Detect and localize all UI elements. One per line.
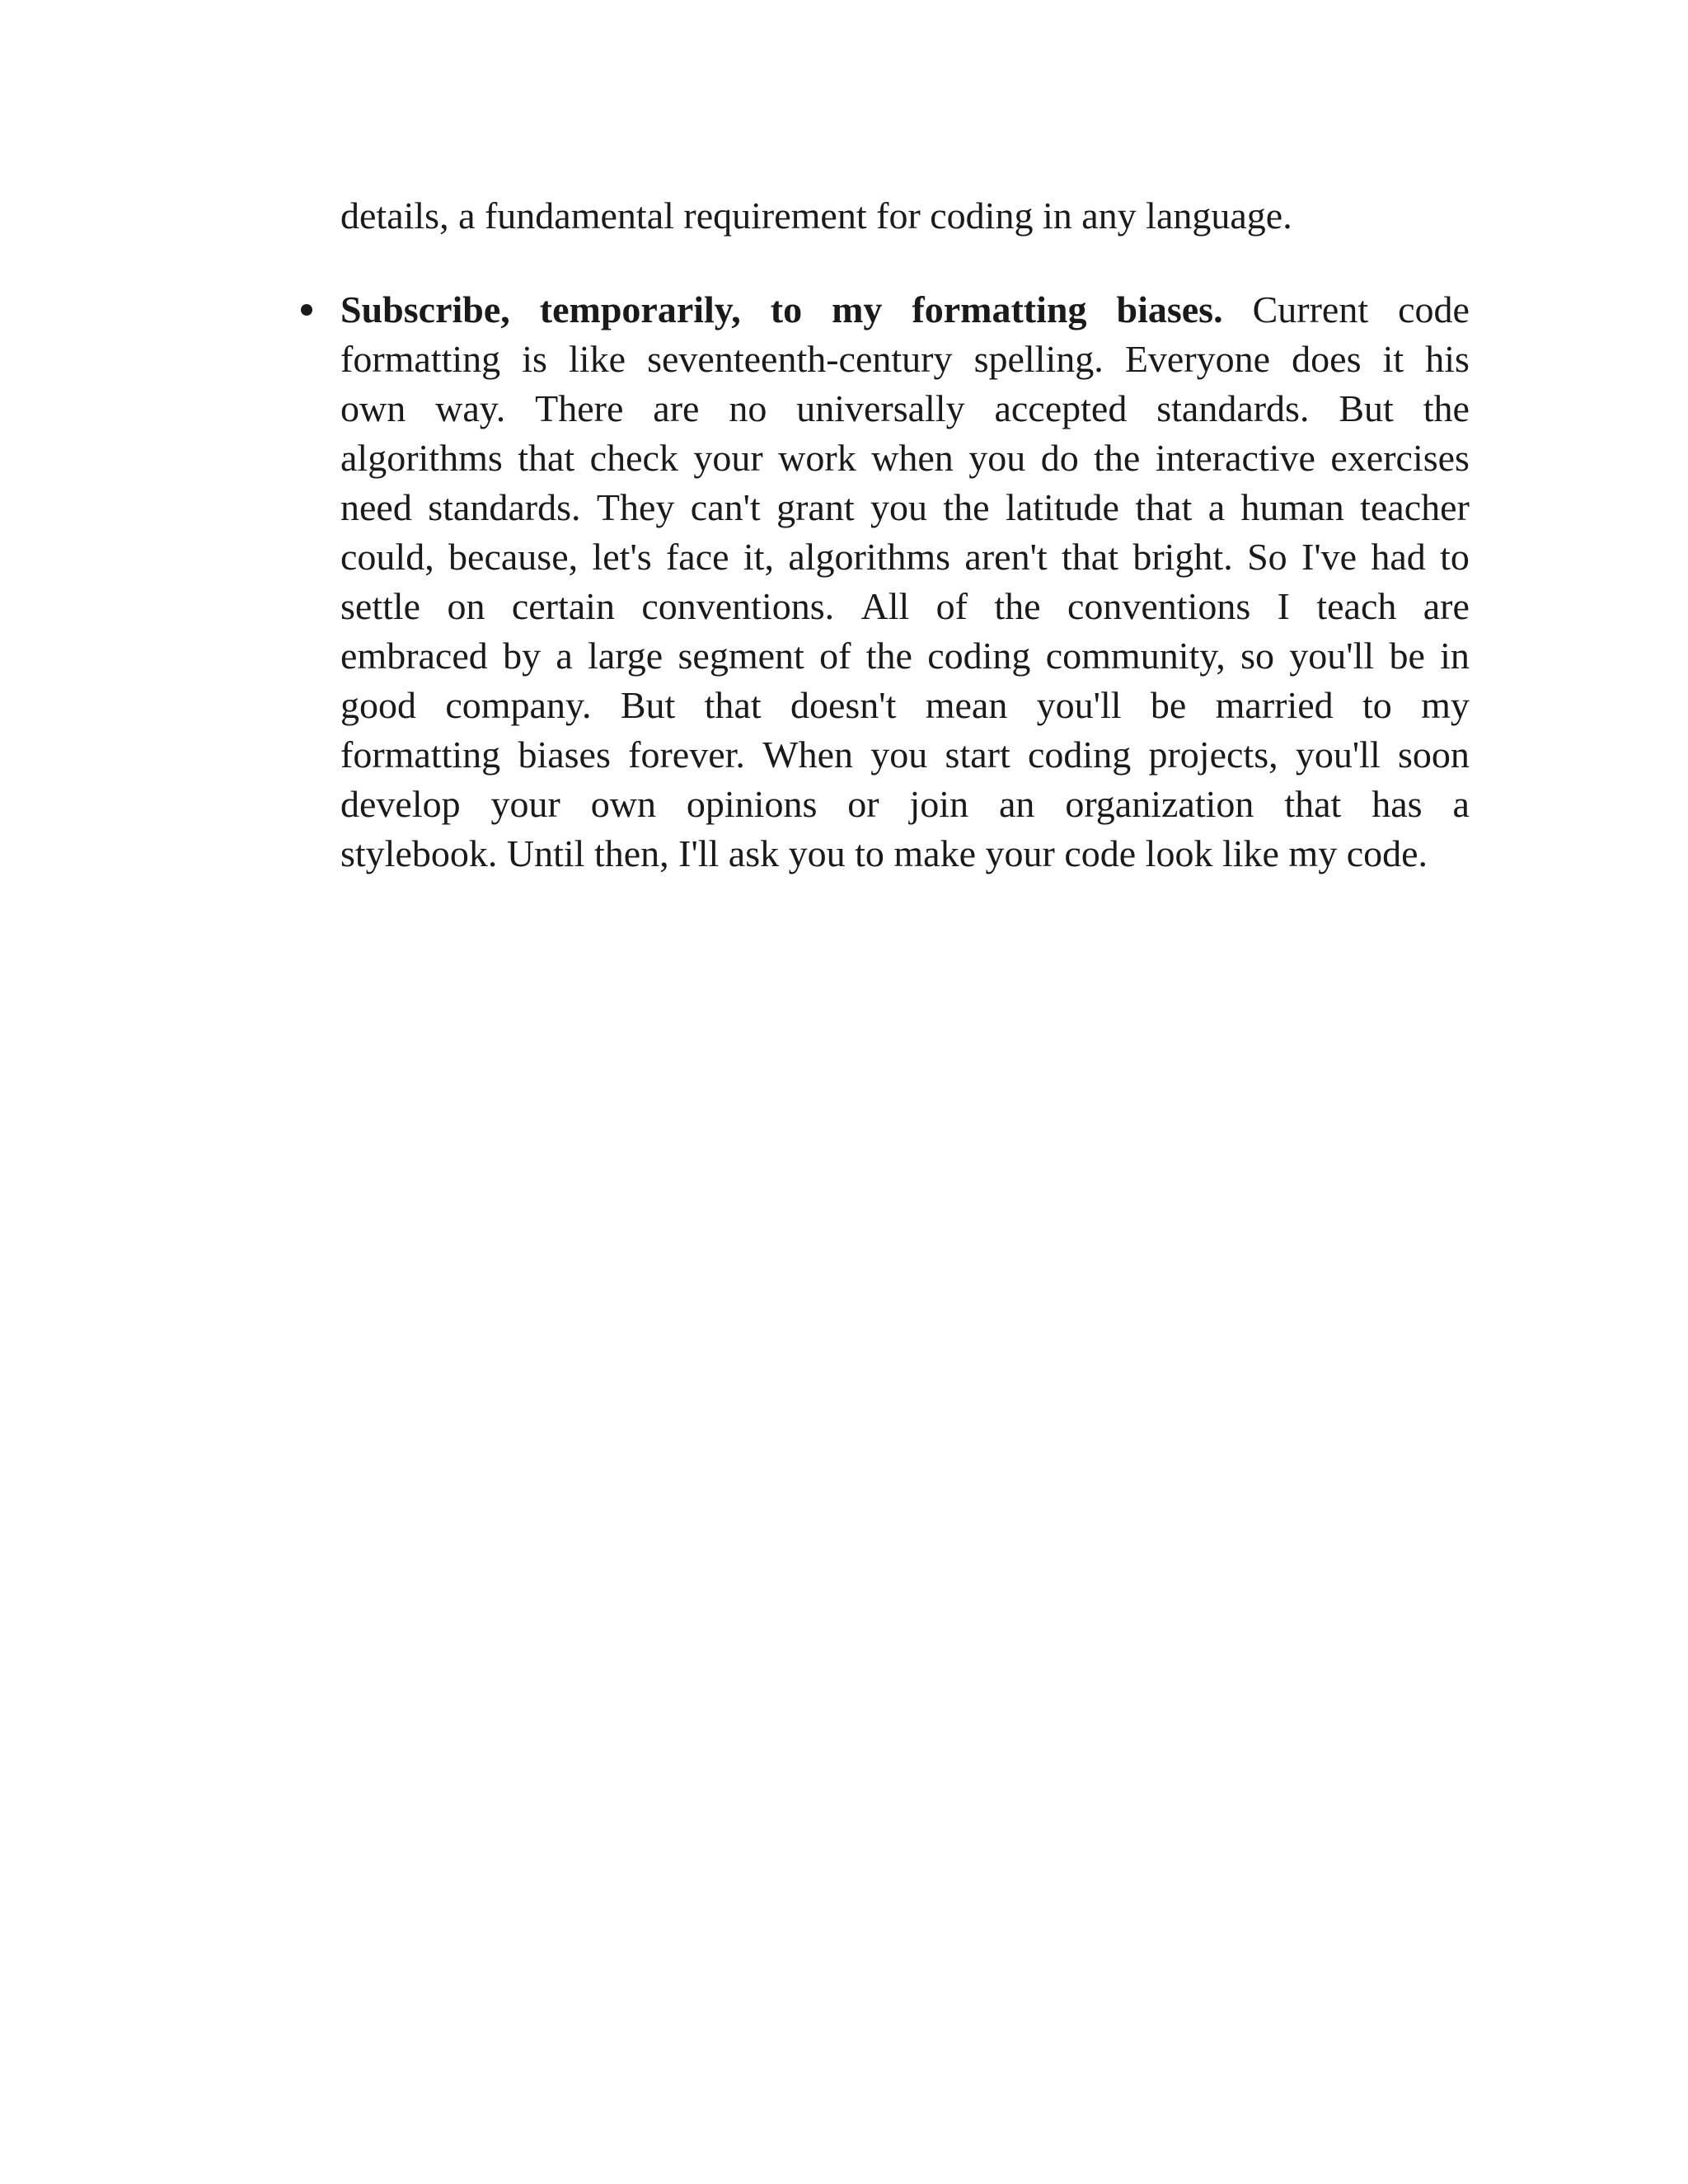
line-word: check [589, 437, 678, 479]
line-word: universally [796, 387, 965, 429]
line-word: the [943, 486, 990, 528]
line-word: the [865, 635, 912, 677]
bullet-text-line [340, 434, 1470, 483]
line-word: mean [925, 684, 1008, 726]
line-word: does [1292, 338, 1362, 380]
line-word: my [1421, 684, 1470, 726]
line-word: standards. [428, 486, 581, 528]
line-word: that [704, 684, 762, 726]
line-word: projects, [1148, 733, 1278, 776]
line-word: company. [445, 684, 592, 726]
line-word: spelling. [973, 338, 1104, 380]
bullet-text-line [340, 532, 1470, 582]
line-word: be [1389, 635, 1425, 677]
line-word: it, [743, 536, 774, 578]
line-word: grant [776, 486, 855, 528]
line-word: his [1425, 338, 1470, 380]
line-word: a [556, 635, 573, 677]
line-word: bright. [1132, 536, 1233, 578]
line-word: conventions. [641, 585, 835, 627]
line-word: the [1094, 437, 1141, 479]
justified-line-words [340, 434, 1470, 483]
line-word: that [1135, 486, 1193, 528]
line-word: accepted [994, 387, 1128, 429]
line-word: to [1362, 684, 1392, 726]
continuation-paragraph: details, a fundamental requirement for coding in any language. [340, 194, 1292, 237]
line-word: develop [340, 783, 461, 825]
justified-line-words [340, 780, 1470, 829]
line-word: you [870, 733, 928, 776]
bullet-text-line [340, 681, 1470, 730]
line-word: a [1452, 783, 1470, 825]
line-word: But [620, 684, 676, 726]
justified-line-words [340, 582, 1470, 631]
justified-line-words [340, 631, 1470, 681]
line-word: had [1371, 536, 1426, 578]
line-word: coding [1028, 733, 1132, 776]
line-word: biases [518, 733, 611, 776]
line-word: coding [927, 635, 1031, 677]
line-word: it [1382, 338, 1404, 380]
bullet-heading-word: biases. [1116, 288, 1223, 330]
line-word: When [762, 733, 854, 776]
line-word: human [1240, 486, 1344, 528]
line-word: you [870, 486, 927, 528]
line-word: can't [690, 486, 761, 528]
line-word: opinions [686, 783, 818, 825]
line-word: embraced [340, 635, 488, 677]
line-word: like [569, 338, 626, 380]
line-word: large [588, 635, 663, 677]
line-word: latitude [1005, 486, 1119, 528]
bullet-text-line [340, 335, 1470, 384]
line-word: the [994, 585, 1041, 627]
line-word: no [729, 387, 767, 429]
line-word: formatting [340, 733, 501, 776]
line-word: of [819, 635, 851, 677]
line-word: by [503, 635, 542, 677]
bullet-text-line [340, 730, 1470, 780]
line-word: because, [448, 536, 579, 578]
line-word: algorithms [340, 437, 503, 479]
line-word: good [340, 684, 416, 726]
line-word: teacher [1360, 486, 1470, 528]
bullet-text-line [340, 483, 1470, 532]
line-word: your [693, 437, 763, 479]
line-word: the [1423, 387, 1470, 429]
line-word: be [1150, 684, 1187, 726]
bullet-heading-word: temporarily, [539, 288, 741, 330]
bullet-text-line [340, 582, 1470, 631]
line-word: or [847, 783, 879, 825]
line-word: They [596, 486, 675, 528]
justified-line-words [340, 532, 1470, 582]
line-word: that [1284, 783, 1342, 825]
line-word: seventeenth-century [647, 338, 953, 380]
line-word: aren't [964, 536, 1048, 578]
line-word: an [998, 783, 1035, 825]
line-word: start [945, 733, 1010, 776]
line-word: is [522, 338, 547, 380]
line-word: in [1440, 635, 1470, 677]
line-word: own [590, 783, 656, 825]
bullet-heading-word: my [832, 288, 883, 330]
line-word: way. [435, 387, 506, 429]
line-word: soon [1398, 733, 1470, 776]
bullet-heading-word: formatting [912, 288, 1087, 330]
line-word: a [1207, 486, 1226, 528]
line-word: when [871, 437, 954, 479]
line-word: But [1339, 387, 1394, 429]
bullet-text-line [340, 384, 1470, 434]
bullet-last-line: stylebook. Until then, I'll ask you to make your code look like my code. [340, 832, 1428, 874]
justified-line-words [340, 730, 1470, 780]
line-word: So [1247, 536, 1287, 578]
line-word: are [1423, 585, 1470, 627]
line-word: married [1215, 684, 1334, 726]
line-word: formatting [340, 338, 501, 380]
bullet-text-line [340, 780, 1470, 829]
line-word: you'll [1295, 733, 1381, 776]
line-word: your [490, 783, 560, 825]
line-word: to [1440, 536, 1470, 578]
line-word: All [860, 585, 910, 627]
line-word: organization [1065, 783, 1254, 825]
line-word: I've [1301, 536, 1357, 578]
bullet-text-word: code [1398, 288, 1470, 330]
bullet-text-line [340, 631, 1470, 681]
bullet-first-line [340, 285, 1470, 335]
bullet-heading-word: Subscribe, [340, 288, 510, 330]
line-word: teach [1316, 585, 1397, 627]
justified-line-words [340, 384, 1470, 434]
line-word: settle [340, 585, 421, 627]
line-word: interactive [1155, 437, 1315, 479]
line-word: Everyone [1124, 338, 1271, 380]
line-word: There [535, 387, 624, 429]
line-word: exercises [1330, 437, 1470, 479]
line-word: you'll [1289, 635, 1375, 677]
line-word: you'll [1036, 684, 1122, 726]
line-word: are [653, 387, 700, 429]
line-word: segment [678, 635, 804, 677]
justified-line-words [340, 483, 1470, 532]
line-word: conventions [1067, 585, 1251, 627]
line-word: join [909, 783, 969, 825]
line-word: do [1040, 437, 1079, 479]
line-word: I [1277, 585, 1290, 627]
line-word: forever. [628, 733, 745, 776]
line-word: that [1062, 536, 1118, 578]
line-word: of [935, 585, 968, 627]
line-word: certain [511, 585, 615, 627]
line-word: you [968, 437, 1026, 479]
justified-line-words [340, 335, 1470, 384]
bullet-text-word: Current [1252, 288, 1369, 330]
line-word: algorithms [788, 536, 951, 578]
first-line-words [340, 285, 1470, 335]
bullet-list-item [340, 285, 1470, 879]
line-word: doesn't [790, 684, 897, 726]
line-word: let's [592, 536, 652, 578]
line-word: that [518, 437, 575, 479]
line-word: need [340, 486, 412, 528]
line-word: standards. [1156, 387, 1310, 429]
line-word: so [1240, 635, 1274, 677]
line-word: own [340, 387, 406, 429]
line-word: face [665, 536, 729, 578]
line-word: has [1372, 783, 1423, 825]
justified-line-words [340, 681, 1470, 730]
line-word: could, [340, 536, 434, 578]
line-word: on [447, 585, 485, 627]
bullet-icon [301, 304, 312, 316]
line-word: work [778, 437, 856, 479]
line-word: community, [1045, 635, 1226, 677]
bullet-heading-word: to [770, 288, 803, 330]
